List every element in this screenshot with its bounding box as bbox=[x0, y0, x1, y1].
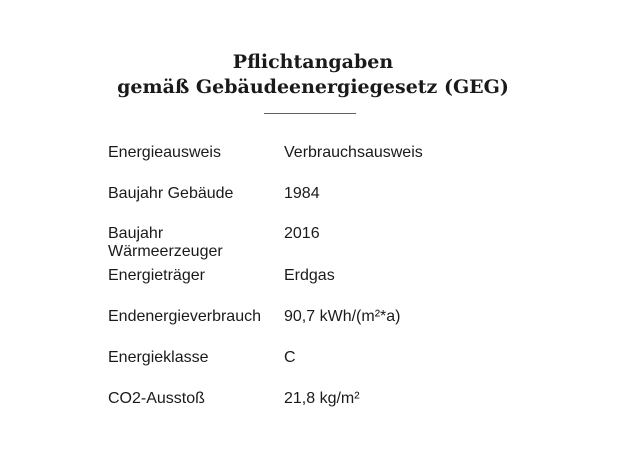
row-label: Energieklasse bbox=[108, 349, 209, 366]
row-value: 21,8 kg/m² bbox=[284, 390, 360, 407]
row-value: C bbox=[284, 349, 296, 366]
row-label: CO2-Ausstoß bbox=[108, 390, 205, 407]
title-divider bbox=[264, 113, 356, 114]
row-value: 90,7 kWh/(m²*a) bbox=[284, 308, 401, 325]
row-value: Verbrauchsausweis bbox=[284, 144, 423, 161]
row-label: Endenergieverbrauch bbox=[108, 308, 261, 325]
row-label: Baujahr Gebäude bbox=[108, 185, 234, 202]
row-label: Energieträger bbox=[108, 267, 205, 284]
row-value: 1984 bbox=[284, 185, 320, 202]
row-value: Erdgas bbox=[284, 267, 335, 284]
title-line-1: Pflichtangaben bbox=[232, 51, 394, 73]
title-line-2: gemäß Gebäudeenergiegesetz (GEG) bbox=[117, 76, 509, 98]
row-label: Baujahr Wärmeerzeuger bbox=[108, 225, 223, 260]
row-value: 2016 bbox=[284, 225, 320, 242]
row-label: Energieausweis bbox=[108, 144, 221, 161]
page-title bbox=[0, 50, 626, 100]
